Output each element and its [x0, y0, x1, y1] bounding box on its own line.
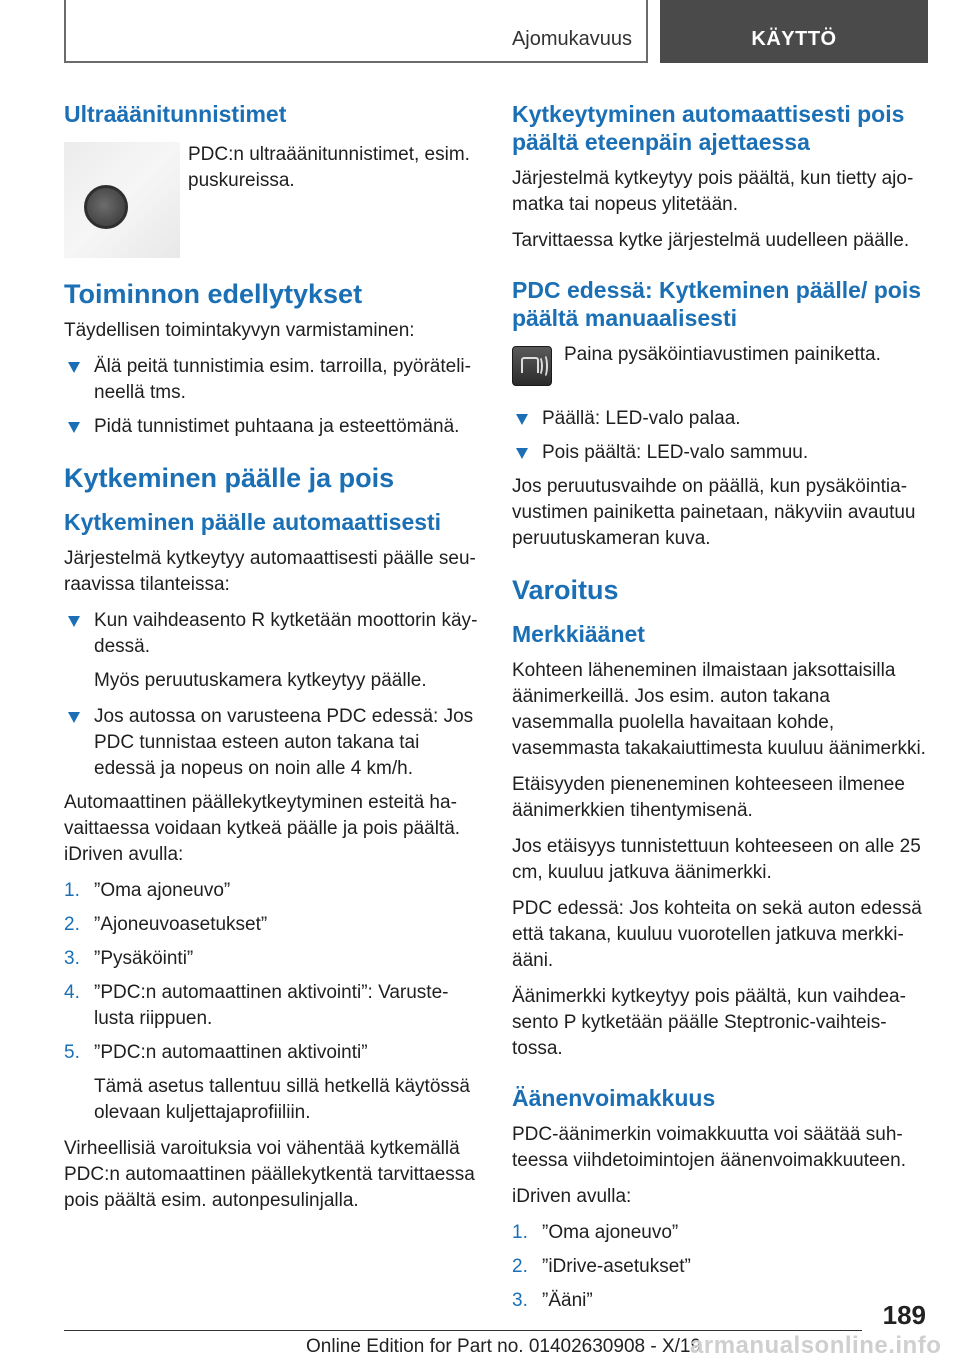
list-item: Älä peitä tunnistimia esim. tarroilla, pyörätelineellä tms. — [64, 354, 478, 406]
prereq-intro: Täydellisen toimintakyvyn varmistaminen: — [64, 320, 415, 341]
ultrasonic-heading: Ultraäänitunnistimet — [64, 101, 287, 127]
manual-led-list — [512, 406, 928, 466]
bullet-triangle-icon — [68, 616, 80, 627]
footer-edition: Online Edition for Part no. 01402630908 - X/19 — [306, 1336, 702, 1357]
bullet-triangle-icon — [516, 448, 528, 459]
switching-heading: Kytkeminen päälle ja pois — [64, 463, 395, 493]
auto-on-steps — [64, 878, 478, 1066]
list-item: 1. ”Oma ajoneuvo” — [64, 880, 231, 901]
auto-on-item1-note: Myös peruutuskamera kytkeytyy päälle. — [94, 670, 427, 691]
list-item: Pidä tunnistimet puhtaana ja esteettömänä. — [64, 414, 478, 440]
left-column — [64, 100, 478, 1224]
volume-heading: Äänenvoimakkuus — [512, 1085, 716, 1111]
volume-p2: iDriven avulla: — [512, 1186, 632, 1207]
watermark: armanualsonline.info — [690, 1332, 942, 1359]
parking-assist-button-icon — [512, 346, 552, 386]
list-item: 3. ”Ääni” — [512, 1290, 593, 1311]
volume-p1: PDC-äänimerkin voimakkuutta voi säätää suhteessa viihdetoimintojen äänenvoimakkuuteen. — [512, 1124, 906, 1171]
bullet-triangle-icon — [516, 414, 528, 425]
list-item: 2. ”Ajoneuvoasetukset” — [64, 914, 268, 935]
list-item: 2. ”iDrive-asetukset” — [512, 1256, 691, 1277]
list-item: Päällä: LED-valo palaa. — [512, 406, 928, 432]
auto-on-heading: Kytkeminen päälle automaattisesti — [64, 509, 442, 535]
page-header — [64, 0, 928, 66]
page-number: 189 — [882, 1300, 926, 1330]
bullet-triangle-icon — [68, 362, 80, 373]
footer-divider — [64, 1330, 862, 1331]
list-item: Jos autossa on varusteena PDC edessä: Jos PDC tunnistaa esteen auton takana tai edessä ja nopeus on noin alle 4 km/h. — [64, 704, 478, 782]
signals-p3: Jos etäisyys tunnistettuun kohteeseen on alle 25 cm, kuuluu jatkuva äänimerkki. — [512, 836, 921, 883]
sensor-image — [64, 142, 180, 258]
section-tab — [64, 0, 648, 63]
sensor-caption: PDC:n ultraäänitunnistimet, esim. puskureissa. — [188, 144, 470, 191]
list-item: 5. ”PDC:n automaattinen aktivointi” — [64, 1042, 368, 1063]
pdc-button-row — [512, 342, 928, 382]
bullet-triangle-icon — [68, 422, 80, 433]
signals-heading: Merkkiäänet — [512, 621, 645, 647]
signals-p1: Kohteen läheneminen ilmaistaan jaksottaisilla äänimerkeillä. Jos esim. auton takana vasemmalla puolella havaitaan kohde, vasemmasta takakaiuttimesta kuuluu äänimerkki. — [512, 660, 926, 759]
chapter-tab — [660, 0, 928, 63]
list-item: Pois päältä: LED-valo sammuu. — [512, 440, 928, 466]
auto-off-p1: Järjestelmä kytkeytyy pois päältä, kun tietty ajomatka tai nopeus ylitetään. — [512, 168, 914, 215]
sensor-icon — [84, 185, 128, 229]
list-item: 1. ”Oma ajoneuvo” — [512, 1222, 679, 1243]
list-item: Kun vaihdeasento R kytketään moottorin käydessä. — [64, 608, 478, 660]
right-column — [512, 100, 928, 1322]
closing-paragraph: Virheellisiä varoituksia voi vähentää kytkemällä PDC:n automaattinen päällekytkentä tarvittaessa pois päältä esim. autonpesulinjalla. — [64, 1138, 475, 1211]
bullet-triangle-icon — [68, 712, 80, 723]
signals-p5: Äänimerkki kytkeytyy pois päältä, kun vaihdeasento P kytketään päälle Steptronic-vaihteistossa. — [512, 986, 906, 1059]
auto-off-p2: Tarvittaessa kytke järjestelmä uudelleen päälle. — [512, 230, 910, 251]
step5-note: Tämä asetus tallentuu sillä hetkellä käytössä olevaan kuljettajaprofiiliin. — [94, 1076, 470, 1123]
volume-steps — [512, 1220, 928, 1314]
signals-p2: Etäisyyden pieneneminen kohteeseen ilmenee äänimerkkien tihentymisenä. — [512, 774, 905, 821]
manual-paragraph: Jos peruutusvaihde on päällä, kun pysäköintiavustimen painiketta painetaan, näkyviin avautuu peruutuskameran kuva. — [512, 476, 916, 549]
chapter-title: KÄYTTÖ — [751, 28, 837, 50]
warning-heading: Varoitus — [512, 575, 619, 605]
auto-on-paragraph: Automaattinen päällekytkeytyminen esteitä havaittaessa voidaan kytkeä päälle ja pois päältä. iDriven avulla: — [64, 792, 461, 865]
signals-p4: PDC edessä: Jos kohteita on sekä auton edessä että takana, kuuluu vuorotellen jatkuva merkkiääni. — [512, 898, 922, 971]
list-item: 3. ”Pysäköinti” — [64, 948, 194, 969]
pdc-button-instruction: Paina pysäköintiavustimen painiketta. — [564, 344, 881, 365]
list-item: 4. ”PDC:n automaattinen aktivointi”: Varustelusta riippuen. — [64, 982, 449, 1029]
sensor-figure — [64, 138, 478, 256]
auto-on-list-2 — [64, 704, 478, 782]
prereq-list — [64, 354, 478, 440]
prereq-heading: Toiminnon edellytykset — [64, 279, 363, 309]
auto-on-list — [64, 608, 478, 660]
auto-off-heading: Kytkeytyminen automaattisesti pois päältä eteenpäin ajettaessa — [512, 101, 905, 155]
auto-on-intro: Järjestelmä kytkeytyy automaattisesti päälle seuraavissa tilanteissa: — [64, 548, 476, 595]
section-title: Ajomukavuus — [511, 28, 632, 50]
manual-heading: PDC edessä: Kytkeminen päälle/ pois päältä manuaalisesti — [512, 277, 922, 331]
